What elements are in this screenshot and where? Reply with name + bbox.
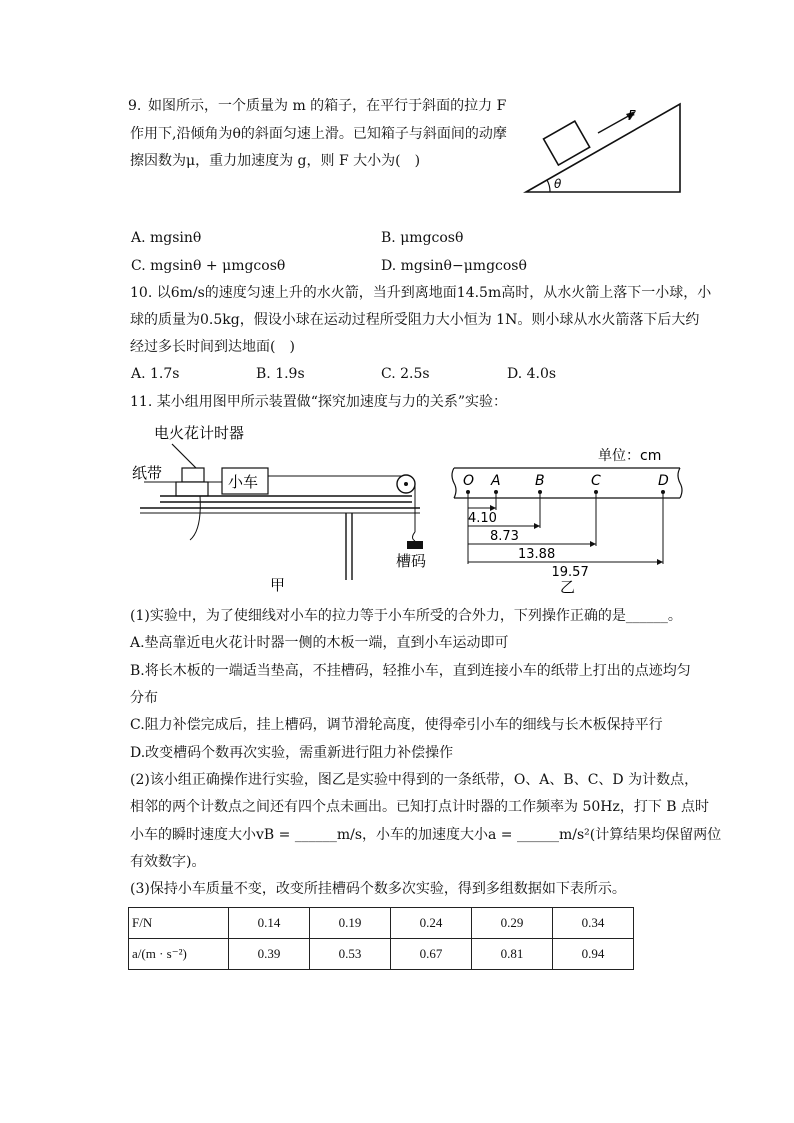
part1-stem: (1)实验中，为了使细线对小车的拉力等于小车所受的合外力，下列操作正确的是______。 [130,608,682,624]
dimension-value: 4.10 [468,511,497,526]
tape-point-label: O [463,473,475,489]
table-cell: 0.81 [472,939,553,970]
tape-label: 纸带 [132,464,163,482]
q9-option-d: D. mgsinθ−μmgcosθ [381,258,527,274]
timer-base [176,482,208,496]
tape-point-label: A [491,473,501,489]
q9-number: 9. [128,98,142,114]
dimension-value: 8.73 [490,529,519,544]
q9-option-b: B. μmgcosθ [381,230,464,246]
force-arrow [598,114,632,133]
part2-line2: 相邻的两个计数点之间还有四个点未画出。已知打点计时器的工作频率为 50Hz，打下 B 点时 [130,799,710,815]
table-row-force [129,908,634,939]
q10-line3: 经过多长时间到达地面( ) [130,339,295,355]
q10-option-d: D. 4.0s [507,366,557,382]
part2-line3: 小车的瞬时速度大小vB = ______m/s，小车的加速度大小a = ______m/s²(计算结果均保留两位 [130,827,722,843]
caption-jia: 甲 [270,576,286,594]
part1-option-b-line1: B.将长木板的一端适当垫高，不挂槽码，轻推小车，直到连接小车的纸带上打出的点迹均匀 [130,663,691,679]
q9-line3: 擦因数为μ，重力加速度为 g，则 F 大小为( ) [130,153,421,169]
force-label: F [628,109,636,124]
angle-label: θ [554,177,562,191]
apparatus-figure-jia [130,420,440,595]
q10-line2: 球的质量为0.5kg，假设小球在运动过程所受阻力大小恒为 1N。则小球从水火箭落下后大约 [130,312,700,328]
table-cell: 0.24 [391,908,472,939]
table-header-acceleration: a/(m · s⁻²) [129,939,229,970]
part1-option-d: D.改变槽码个数再次实验，需重新进行阻力补偿操作 [130,745,454,761]
table-header-force: F/N [129,908,229,939]
tape-point-label: D [658,473,669,489]
table-cell: 0.94 [553,939,634,970]
incline-figure [520,98,690,198]
table-cell: 0.34 [553,908,634,939]
q11-intro: 11. 某小组用图甲所示装置做“探究加速度与力的关系”实验： [130,394,508,410]
timer-label: 电火花计时器 [154,424,245,442]
dimension-value: 13.88 [518,547,556,562]
timer-pointer [172,444,196,468]
box [544,121,590,165]
dimension-value: 19.57 [551,565,589,580]
cart-label: 小车 [228,473,259,491]
table-row-acceleration [129,939,634,970]
pulley-axle [404,482,408,486]
tape-point-label: B [535,473,545,489]
weight-block [407,541,423,549]
dimension-arrowhead [590,541,596,547]
q9-option-c: C. mgsinθ + μmgcosθ [131,258,286,274]
q10-line1: 10. 以6m/s的速度匀速上升的水火箭，当升到离地面14.5m高时，从水火箭上落下一小球，小 [130,285,712,301]
part3-stem: (3)保持小车质量不变，改变所挂槽码个数多次实验，得到多组数据如下表所示。 [130,881,626,897]
table-cell: 0.53 [310,939,391,970]
caption-yi: 乙 [560,578,576,595]
q9-line1: 如图所示，一个质量为 m 的箱子，在平行于斜面的拉力 F [148,98,507,114]
table-cell: 0.39 [229,939,310,970]
timer-body [182,468,204,482]
dimension-arrowhead [657,559,663,565]
tape-figure-yi [448,440,688,595]
tape-point-label: C [591,473,601,489]
table-cell: 0.29 [472,908,553,939]
table-cell: 0.19 [310,908,391,939]
table-cell: 0.67 [391,939,472,970]
hook [413,532,416,541]
q9-option-a: A. mgsinθ [131,230,202,246]
q10-option-c: C. 2.5s [381,366,430,382]
part1-option-c: C.阻力补偿完成后，挂上槽码，调节滑轮高度，使得牵引小车的细线与长木板保持平行 [130,717,663,733]
part1-option-a: A.垫高靠近电火花计时器一侧的木板一端，直到小车运动即可 [130,635,509,651]
tape-right-edge [678,468,682,498]
q10-option-a: A. 1.7s [131,366,180,382]
dimension-arrowhead [534,523,540,529]
weight-label: 槽码 [396,552,427,570]
unit-label: 单位：cm [598,448,662,464]
part1-option-b-line2: 分布 [130,690,158,706]
q9-line2: 作用下,沿倾角为θ的斜面匀速上滑。已知箱子与斜面间的动摩 [130,126,507,142]
part2-line1: (2)该小组正确操作进行实验，图乙是实验中得到的一条纸带，O、A、B、C、D 为计数点， [130,772,699,788]
tape-left-edge [452,468,456,498]
data-table [128,907,634,970]
angle-arc [547,180,550,192]
part2-line4: 有效数字)。 [130,854,206,870]
table-cell: 0.14 [229,908,310,939]
q10-option-b: B. 1.9s [256,366,305,382]
